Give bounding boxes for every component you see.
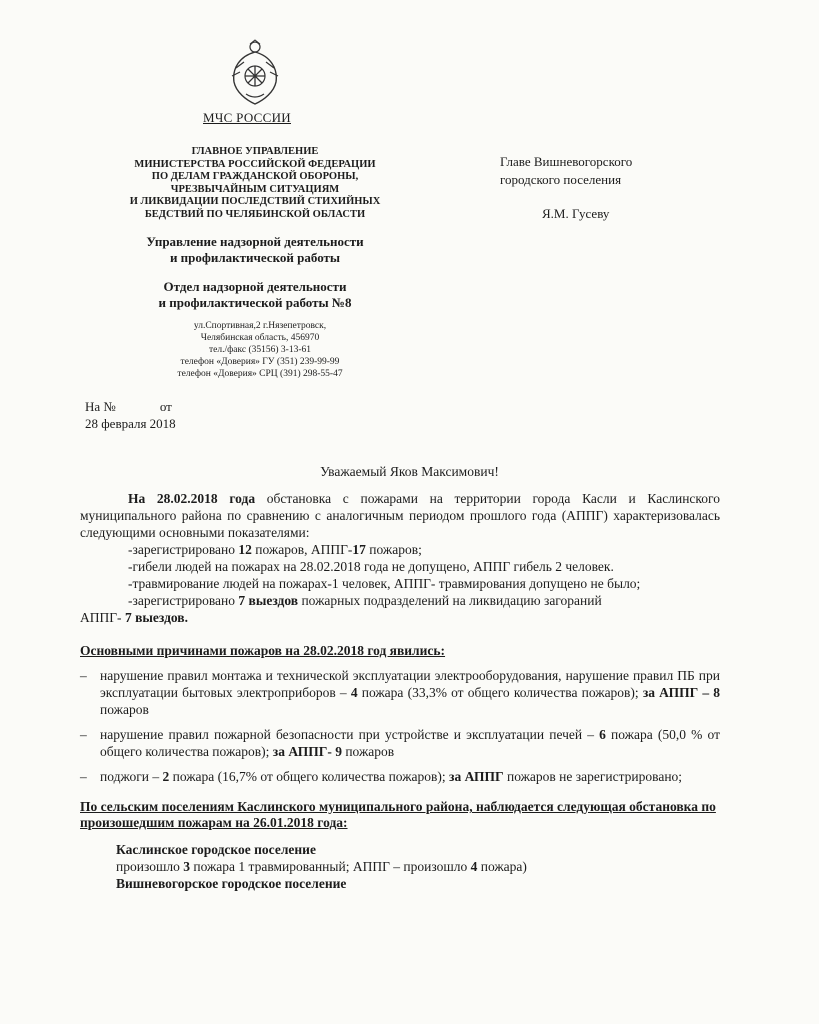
ref-date: 28 февраля 2018 xyxy=(85,416,176,431)
department-line: Управление надзорной деятельности xyxy=(146,234,364,249)
contact-line: Челябинская область, 456970 xyxy=(200,333,320,343)
emergency-ministry-emblem xyxy=(226,38,284,106)
stat-registered: -зарегистрировано 12 пожаров, АППГ-17 пожаров; xyxy=(128,542,422,557)
recipient-line: городского поселения xyxy=(500,172,622,187)
stat-dispatches: -зарегистрировано 7 выездов пожарных подразделений на ликвидацию загораний xyxy=(128,593,602,608)
agency-line: БЕДСТВИЙ ПО ЧЕЛЯБИНСКОЙ ОБЛАСТИ xyxy=(144,208,366,220)
recipient-name: Я.М. Гусеву xyxy=(542,206,610,221)
contact-line: телефон «Доверия» ГУ (351) 239-99-99 xyxy=(180,357,340,367)
cause-item: – нарушение правил пожарной безопасности при устройстве и эксплуатации печей – 6 пожара (50,0 % от общего количества пожаров); за АППГ- 9 пожаров xyxy=(80,727,721,759)
stat-deaths: -гибели людей на пожарах на 28.02.2018 года не допущено, АППГ гибель 2 человек. xyxy=(128,559,614,574)
ref-from-label: от xyxy=(159,399,172,414)
settlement-stats: произошло 3 пожара 1 травмированный; АППГ – произошло 4 пожара) xyxy=(116,859,527,874)
department-line: и профилактической работы xyxy=(169,250,341,265)
office-line: Отдел надзорной деятельности xyxy=(163,279,347,294)
org-name: МЧС РОССИИ xyxy=(203,110,291,125)
agency-line: ПО ДЕЛАМ ГРАЖДАНСКОЙ ОБОРОНЫ, xyxy=(151,171,359,182)
recipient-block xyxy=(500,153,680,223)
salutation: Уважаемый Яков Максимович! xyxy=(320,464,499,479)
intro-paragraph: На 28.02.2018 года обстановка с пожарами на территории города Касли и Каслинского муниципального района по сравнению с аналогичным периодом прошлого года (АППГ) характеризовалась следующими основными показателями: xyxy=(80,491,720,540)
reference-block xyxy=(85,398,176,432)
department-name xyxy=(100,234,410,266)
settlement-title: Вишневогорское городское поселение xyxy=(116,876,347,891)
cause-item: – поджоги – 2 пожара (16,7% от общего количества пожаров); за АППГ пожаров не зарегистрировано; xyxy=(80,769,683,784)
agency-line: ГЛАВНОЕ УПРАВЛЕНИЕ xyxy=(191,146,319,157)
office-line: и профилактической работы №8 xyxy=(158,295,352,310)
agency-line: ЧРЕЗВЫЧАЙНЫМ СИТУАЦИЯМ xyxy=(170,183,340,195)
ref-no-label: На № xyxy=(85,399,116,414)
rural-heading: По сельским поселениям Каслинского муниципального района, наблюдается следующая обстановка по произошедшим пожарам на 26.01.2018 года: xyxy=(80,799,716,830)
contact-block xyxy=(150,320,370,380)
office-name xyxy=(100,279,410,311)
stat-dispatches-appg: АППГ- 7 выездов. xyxy=(80,610,188,625)
settlement-title: Каслинское городское поселение xyxy=(116,842,316,857)
agency-line: МИНИСТЕРСТВА РОССИЙСКОЙ ФЕДЕРАЦИИ xyxy=(134,158,376,170)
agency-name xyxy=(100,146,410,221)
causes-heading: Основными причинами пожаров на 28.02.2018 год явились: xyxy=(80,643,446,658)
stat-injuries: -травмирование людей на пожарах-1 человек, АППГ- травмирования допущено не было; xyxy=(128,576,641,591)
cause-item: – нарушение правил монтажа и технической эксплуатации электрооборудования, нарушение правил ПБ при эксплуатации бытовых электроприборов – 4 пожара (33,3% от общего количества пожаров); за АППГ – 8 пожаров xyxy=(80,668,720,717)
letter-body xyxy=(80,490,720,892)
recipient-line: Главе Вишневогорского xyxy=(500,154,633,169)
agency-line: И ЛИКВИДАЦИИ ПОСЛЕДСТВИЙ СТИХИЙНЫХ xyxy=(129,196,381,207)
contact-line: ул.Спортивная,2 г.Нязепетровск, xyxy=(193,321,327,331)
contact-line: телефон «Доверия» СРЦ (391) 298-55-47 xyxy=(177,369,343,379)
contact-line: тел./факс (35156) 3-13-61 xyxy=(209,345,311,355)
